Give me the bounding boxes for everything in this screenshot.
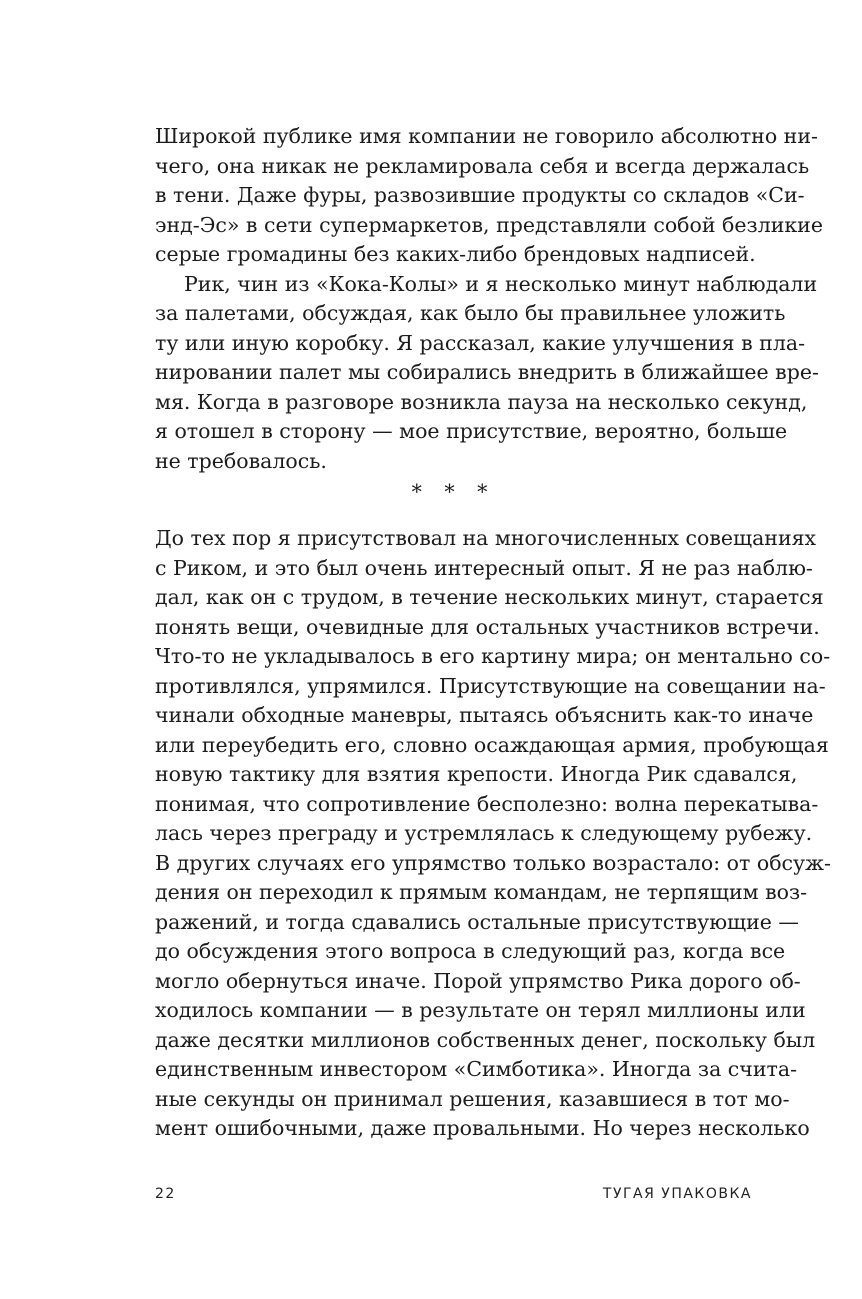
text-line: лась через преграду и устремлялась к следующему рубежу. [155,821,813,845]
page-number: 22 [155,1186,176,1202]
section-break: * * * [411,480,496,504]
paragraph-2 [155,270,819,477]
text-line: я отошел в сторону — мое присутствие, вероятно, больше [155,419,788,443]
text-line: ражений, и тогда сдавались остальные присутствующие — [155,909,799,934]
text-line: мя. Когда в разговоре возникла пауза на несколько секунд, [155,389,808,414]
text-line: Что-то не укладывалось в его картину мира; он ментально со- [155,644,831,668]
text-line: противлялся, упрямился. Присутствующие на совещании на- [155,673,826,698]
text-line: энд-Эс» в сети супермаркетов, представляли собой безликие [155,212,823,237]
text-line: понять вещи, очевидные для остальных участников встречи. [155,614,820,639]
text-line: дал, как он с трудом, в течение нескольких минут, старается [155,585,824,609]
text-line: новую тактику для взятия крепости. Иногда Рик сдавался, [155,762,798,786]
text-line: чего, она никак не рекламировала себя и всегда держалась [155,153,810,178]
text-line: дения он переходил к прямым командам, не терпящим воз- [155,880,808,904]
paragraph-1 [155,122,823,270]
text-line: в тени. Даже фуры, развозившие продукты со складов «Си- [155,183,805,207]
text-line: В других случаях его упрямство только возрастало: от обсуж- [155,850,831,875]
text-line: или переубедить его, словно осаждающая армия, пробующая [155,732,829,757]
text-line: ходилось компании — в результате он терял миллионы или [155,998,806,1022]
text-line: даже десятки миллионов собственных денег, поскольку был [155,1027,816,1052]
text-line: ные секунды он принимал решения, казавшиеся в тот мо- [155,1086,790,1111]
text-line: единственным инвестором «Симботика». Иногда за счита- [155,1057,797,1081]
text-line: чинали обходные маневры, пытаясь объяснить как-то иначе [155,703,814,727]
text-line: за палетами, обсуждая, как было бы правильнее уложить [155,301,786,325]
text-line: нировании палет мы собирались внедрить в ближайшее вре- [155,360,819,384]
text-line: До тех пор я присутствовал на многочисленных совещаниях [155,526,817,550]
text-line: мент ошибочными, даже провальными. Но через несколько [155,1116,810,1140]
text-line: до обсуждения этого вопроса в следующий раз, когда все [155,939,786,963]
text-line: Рик, чин из «Кока-Колы» и я несколько минут наблюдали [184,271,818,296]
text-line: Широкой публике имя компании не говорило абсолютно ни- [155,124,818,148]
text-line: могло обернуться иначе. Порой упрямство Рика дорого об- [155,968,801,993]
paragraph-3 [155,524,831,1144]
text-line: понимая, что сопротивление бесполезно: волна перекатыва- [155,791,819,816]
text-line: серые громадины без каких-либо брендовых надписей. [155,242,756,266]
text-line: ту или иную коробку. Я рассказал, какие улучшения в пла- [155,330,805,355]
text-line: с Риком, и это был очень интересный опыт. Я не раз наблю- [155,555,813,580]
running-title: ТУГАЯ УПАКОВКА [602,1186,752,1202]
text-line: не требовалось. [155,448,327,473]
body-text [155,122,831,1144]
